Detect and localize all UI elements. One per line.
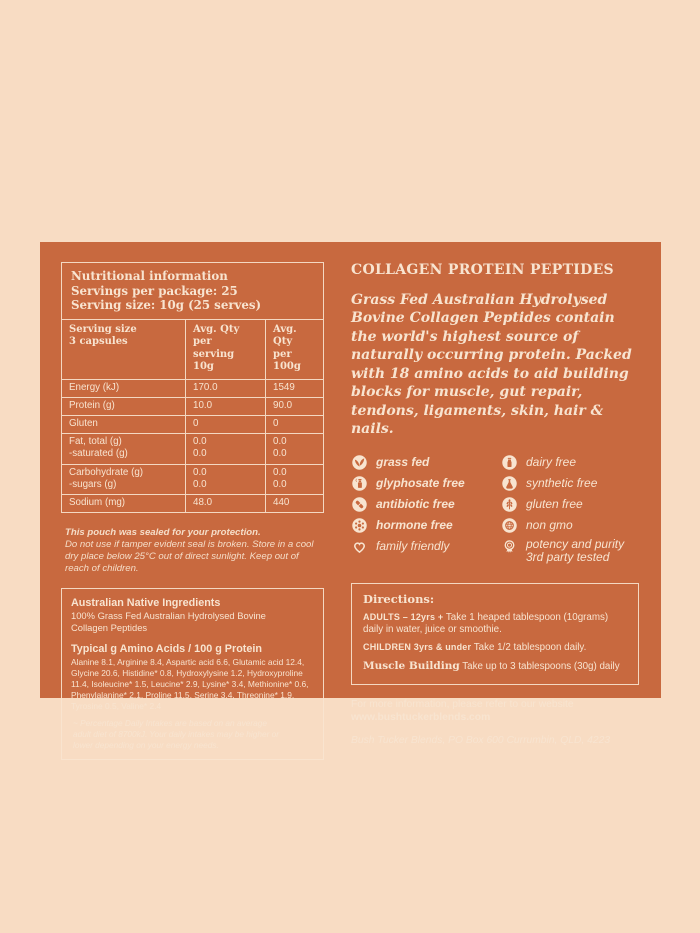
nutrition-title: Nutritional information — [71, 269, 228, 283]
feature-badges — [351, 454, 639, 568]
left-column — [61, 262, 324, 750]
table-row-fat: Fat, total (g) -saturated (g) 0.0 0.0 0.0 0.0 — [62, 433, 323, 463]
product-description: Grass Fed Australian Hydrolysed Bovine Collagen Peptides contain the world's highest source of naturally occurring protein. Packed with 18 amino acids to aid building blocks for muscle, gut repair, tendons, ligaments, skin, hair & nails. — [351, 292, 632, 438]
col-header-per-100g: Avg. Qty per 100g — [265, 320, 323, 379]
badge-label: family friendly — [376, 539, 450, 554]
tamper-warning — [65, 527, 320, 575]
table-row-carbohydrate: Carbohydrate (g) -sugars (g) 0.0 0.0 0.0 0.0 — [62, 464, 323, 494]
badge-label: grass fed — [376, 455, 430, 470]
tamper-warning-body: Do not use if tamper evident seal is broken. Store in a cool dry place below 25°C out of direct sunlight. Keep out of reach of children. — [65, 539, 314, 575]
ingredients-heading: Australian Native Ingredients — [71, 597, 221, 610]
badge-label: glyphosate free — [376, 476, 465, 491]
leaf-icon — [351, 454, 368, 471]
heart-icon — [351, 538, 368, 555]
flask-icon — [501, 475, 518, 492]
badge-label: hormone free — [376, 518, 453, 533]
company-address: Bush Tucker Blends, PO Box 600 Currumbin, QLD, 4223 — [351, 734, 611, 746]
badge-gluten-free — [501, 496, 639, 513]
award-ribbon-icon — [501, 538, 518, 555]
table-row-sodium: Sodium (mg) 48.0 440 — [62, 494, 323, 512]
directions-heading: Directions: — [363, 591, 435, 606]
nutrition-table — [62, 319, 323, 513]
badge-label: non gmo — [526, 518, 573, 533]
badge-synthetic-free — [501, 475, 639, 492]
badge-third-party-tested — [501, 538, 639, 564]
badge-family-friendly — [351, 538, 501, 555]
capsule-icon — [351, 496, 368, 513]
nutrition-panel-header — [62, 263, 323, 319]
directions-muscle-building: Muscle Building Take up to 3 tablespoons (30g) daily — [363, 660, 620, 673]
badge-antibiotic-free — [351, 496, 501, 513]
badge-label: gluten free — [526, 497, 583, 512]
badge-column-left — [351, 454, 501, 568]
right-column — [351, 262, 639, 746]
badge-column-right — [501, 454, 639, 568]
more-info-line: For more information, please refer to our website — [351, 698, 574, 710]
label-card — [40, 242, 661, 750]
directions-panel — [351, 583, 639, 685]
milk-bottle-icon — [501, 454, 518, 471]
badge-label: potency and purity 3rd party tested — [526, 536, 625, 564]
molecule-icon — [351, 517, 368, 534]
col-header-serving-size: Serving size 3 capsules — [69, 323, 137, 347]
product-title: COLLAGEN PROTEIN PEPTIDES — [351, 262, 614, 278]
spray-bottle-icon — [351, 475, 368, 492]
directions-children: CHILDREN 3yrs & under Take 1/2 tablespoon daily. — [363, 642, 587, 654]
wheat-icon — [501, 496, 518, 513]
badge-grass-fed — [351, 454, 501, 471]
ingredients-panel — [61, 588, 324, 759]
nutrition-panel — [61, 262, 324, 513]
badge-dairy-free — [501, 454, 639, 471]
footer-info — [351, 698, 639, 748]
servings-per-package: Servings per package: 25 — [71, 283, 238, 298]
website-url: www.bushtuckerblends.com — [351, 712, 491, 724]
globe-icon — [501, 517, 518, 534]
amino-acids-list: Alanine 8.1, Arginine 8.4, Aspartic acid 6.6, Glutamic acid 12.4, Glycine 20.6, Histidine* 0.8, Hydroxylysine 1.2, Hydroxyproline 11.4, Isoleucine* 1.5, Leucine* 2.9, Lysine* 3.4, Methionine* 0.6, Phenylalanine* 2.1, Proline 11.5, Serine 3.4, Threonine* 1.9, Tyrosine 0.5, Valine* 2.4 — [71, 656, 309, 711]
table-row-energy: Energy (kJ) 170.0 1549 — [62, 379, 323, 397]
badge-label: synthetic free — [526, 476, 598, 491]
table-row-gluten: Gluten 0 0 — [62, 415, 323, 433]
ingredients-body: 100% Grass Fed Australian Hydrolysed Bovine Collagen Peptides — [71, 610, 266, 634]
badge-glyphosate-free — [351, 475, 501, 492]
badge-label: dairy free — [526, 455, 577, 470]
table-header-row — [62, 320, 323, 379]
table-row-protein: Protein (g) 10.0 90.0 — [62, 397, 323, 415]
amino-acids-heading: Typical g Amino Acids / 100 g Protein — [71, 642, 262, 655]
col-header-per-serving: Avg. Qty per serving 10g — [185, 320, 265, 379]
serving-size-line: Serving size: 10g (25 serves) — [71, 298, 262, 312]
tamper-warning-lead: This pouch was sealed for your protection. — [65, 527, 261, 539]
daily-intake-note: ~ Percentage Daily Intakes are based on an average adult diet of 8700kJ. Your daily intakes may be higher or lower depending on your energy needs. — [73, 718, 280, 750]
badge-label: antibiotic free — [376, 497, 455, 512]
badge-hormone-free — [351, 517, 501, 534]
directions-adults: ADULTS – 12yrs + Take 1 heaped tablespoon (10grams) daily in water, juice or smoothie. — [363, 611, 609, 635]
badge-non-gmo — [501, 517, 639, 534]
